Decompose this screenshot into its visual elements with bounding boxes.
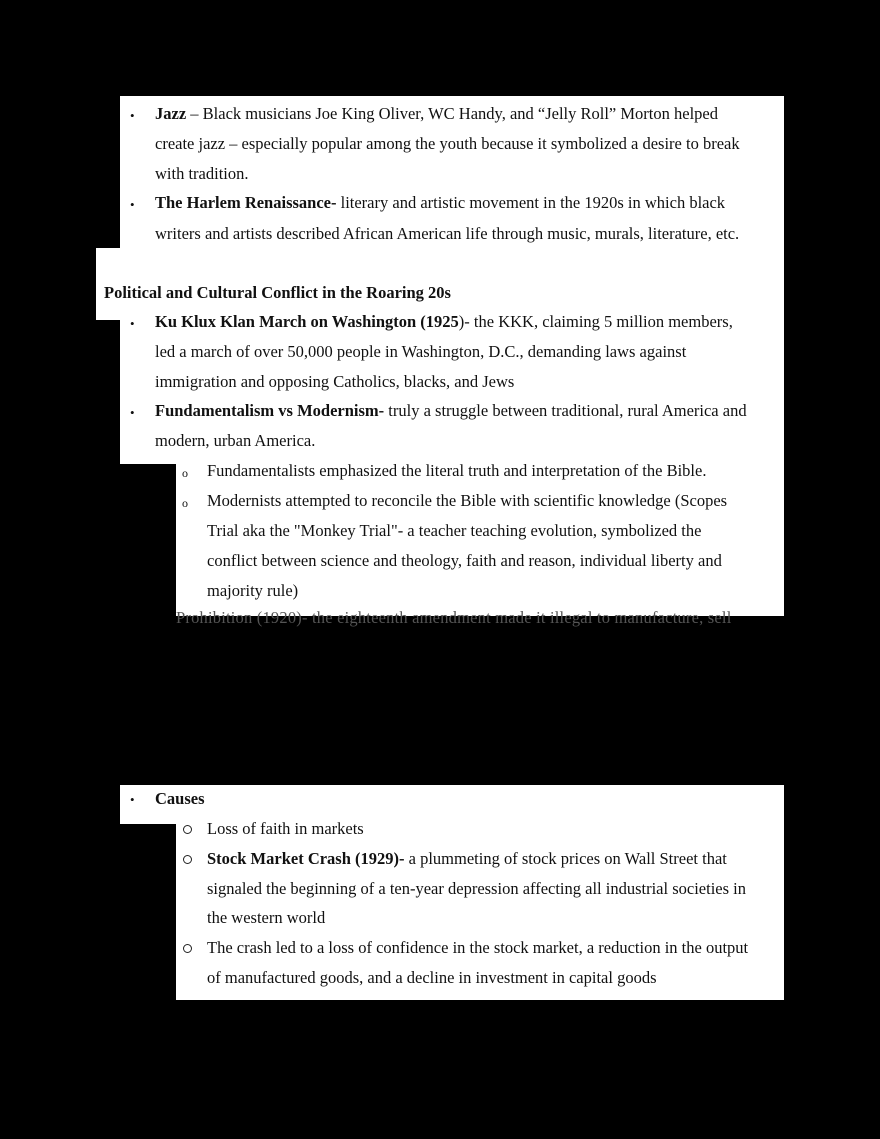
section-heading: Political and Cultural Conflict in the Roaring 20s: [104, 283, 451, 302]
sub-bullet-circle-icon: [183, 944, 192, 953]
term-jazz: Jazz: [155, 104, 187, 123]
sub-bullet-icon: o: [182, 496, 188, 510]
bullet-icon: •: [130, 316, 135, 331]
item-text: majority rule): [207, 581, 299, 600]
item-text: )- the KKK, claiming 5 million members,: [458, 312, 733, 331]
cutoff-text: Prohibition (1920)- the eighteenth amendment made it illegal to manufacture, sell: [176, 608, 732, 627]
item-text: with tradition.: [155, 164, 249, 183]
bullet-icon: •: [130, 108, 135, 123]
item-text: conflict between science and theology, faith and reason, individual liberty and: [207, 551, 722, 570]
term-kkk-march: Ku Klux Klan March on Washington (1925: [155, 312, 459, 331]
list-item-kkk-march: [155, 312, 733, 332]
sub-bullet-icon: o: [182, 466, 188, 480]
term-fundamentalism-vs-modernism: Fundamentalism vs Modernism-: [155, 401, 385, 420]
sub-item-loss-of-faith: Loss of faith in markets: [207, 819, 364, 838]
item-text: led a march of over 50,000 people in Washington, D.C., demanding laws against: [155, 342, 687, 361]
sub-item-stock-market-crash: [207, 849, 727, 869]
sub-item-crash-effects: The crash led to a loss of confidence in the stock market, a reduction in the output: [207, 938, 749, 957]
list-item-causes: [155, 789, 205, 809]
item-text: literary and artistic movement in the 1920s in which black: [336, 193, 726, 212]
term-harlem-renaissance: The Harlem Renaissance-: [155, 193, 337, 212]
sub-item-modernists: Modernists attempted to reconcile the Bible with scientific knowledge (Scopes: [207, 491, 728, 510]
term-stock-market-crash: Stock Market Crash (1929)-: [207, 849, 405, 868]
bullet-icon: •: [130, 405, 135, 420]
item-text: the western world: [207, 908, 326, 927]
list-item-harlem-renaissance: [155, 193, 725, 213]
item-text: create jazz – especially popular among the youth because it symbolized a desire to break: [155, 134, 740, 153]
bullet-icon: •: [130, 197, 135, 212]
item-text: writers and artists described African American life through music, murals, literature, etc.: [155, 224, 740, 243]
item-text: of manufactured goods, and a decline in investment in capital goods: [207, 968, 657, 987]
item-text: modern, urban America.: [155, 431, 316, 450]
sub-bullet-circle-icon: [183, 825, 192, 834]
cutoff-text-line: [176, 608, 732, 627]
list-item-fundamentalism-vs-modernism: [155, 401, 747, 421]
item-text: signaled the beginning of a ten-year depression affecting all industrial societies in: [207, 879, 746, 898]
item-text: truly a struggle between traditional, rural America and: [384, 401, 747, 420]
term-causes: Causes: [155, 789, 205, 808]
item-text: – Black musicians Joe King Oliver, WC Handy, and “Jelly Roll” Morton helped: [186, 104, 718, 123]
item-text: a plummeting of stock prices on Wall Street that: [404, 849, 727, 868]
item-text: immigration and opposing Catholics, blacks, and Jews: [155, 372, 515, 391]
sub-bullet-circle-icon: [183, 855, 192, 864]
list-item-jazz: [155, 104, 718, 124]
bullet-icon: •: [130, 792, 135, 807]
sub-item-fundamentalists: Fundamentalists emphasized the literal truth and interpretation of the Bible.: [207, 461, 707, 480]
item-text: Trial aka the "Monkey Trial"- a teacher teaching evolution, symbolized the: [207, 521, 702, 540]
